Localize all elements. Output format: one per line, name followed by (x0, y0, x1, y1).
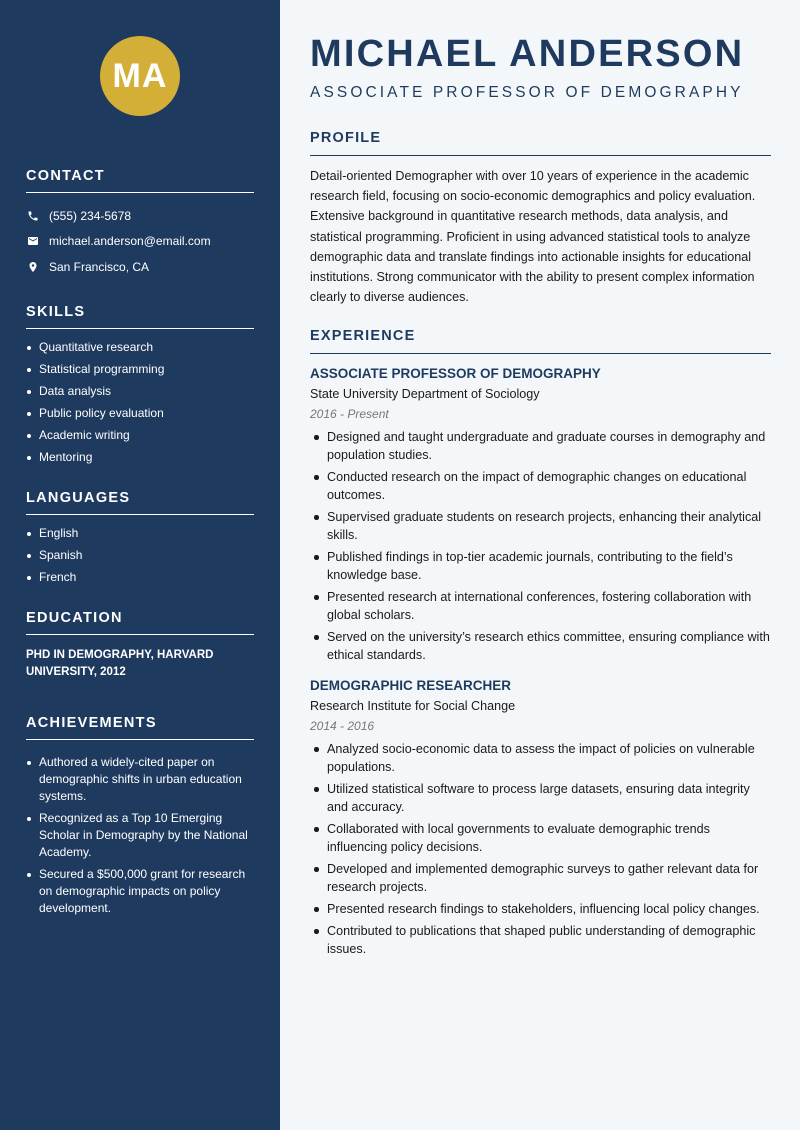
skills-list (26, 339, 254, 466)
profile-heading: PROFILE (310, 130, 771, 156)
phone-icon (26, 209, 40, 223)
experience-heading: EXPERIENCE (310, 328, 771, 354)
experience-section (310, 328, 771, 958)
contact-email (26, 229, 254, 255)
list-item: Presented research findings to stakeholders, influencing local policy changes. (310, 900, 771, 918)
list-item: Designed and taught undergraduate and graduate courses in demography and population studies. (310, 428, 771, 464)
list-item: Presented research at international conferences, fostering collaboration with global scholars. (310, 588, 771, 624)
list-item: Public policy evaluation (26, 405, 254, 422)
list-item: Supervised graduate students on research projects, enhancing their analytical skills. (310, 508, 771, 544)
list-item: Data analysis (26, 383, 254, 400)
skills-section (26, 304, 254, 466)
achievements-list (26, 754, 254, 917)
main-content (310, 0, 771, 962)
list-item: Recognized as a Top 10 Emerging Scholar in Demography by the National Academy. (26, 810, 254, 861)
languages-list (26, 525, 254, 586)
job-title: ASSOCIATE PROFESSOR OF DEMOGRAPHY (310, 366, 601, 382)
location-text: San Francisco, CA (49, 259, 150, 274)
email-text[interactable]: michael.anderson@email.com (49, 234, 211, 249)
phone-text[interactable]: (555) 234-5678 (49, 208, 132, 223)
list-item: Collaborated with local governments to evaluate demographic trends influencing policy decisions. (310, 820, 771, 856)
achievements-section (26, 715, 254, 917)
list-item: Served on the university’s research ethics committee, ensuring compliance with ethical standards. (310, 628, 771, 664)
list-item: Mentoring (26, 449, 254, 466)
list-item: Developed and implemented demographic surveys to gather relevant data for research projects. (310, 860, 771, 896)
list-item: Conducted research on the impact of demographic changes on educational outcomes. (310, 468, 771, 504)
achievements-heading: ACHIEVEMENTS (26, 715, 254, 740)
email-icon (26, 234, 40, 248)
contact-phone (26, 203, 254, 229)
person-name: MICHAEL ANDERSON (310, 33, 745, 75)
job-bullets (310, 740, 771, 958)
list-item: Utilized statistical software to process large datasets, ensuring data integrity and accuracy. (310, 780, 771, 816)
contact-location (26, 254, 254, 280)
list-item: Published findings in top-tier academic journals, contributing to the field’s knowledge base. (310, 548, 771, 584)
job-dates: 2016 - Present (310, 407, 389, 422)
list-item: Analyzed socio-economic data to assess the impact of policies on vulnerable populations. (310, 740, 771, 776)
list-item: Secured a $500,000 grant for research on demographic impacts on policy development. (26, 866, 254, 917)
avatar (100, 36, 180, 116)
profile-text: Detail-oriented Demographer with over 10 years of experience in the academic research field, focusing on socio-economic demographics and policy evaluation. Extensive background in quantitative research methods, data analysis, and statistical programming. Proficient in using advanced statistical tools to analyze demographic data and translate findings into actionable insights for educational institutions. Strong communicator with the ability to present complex information clearly to diverse audiences. (310, 169, 756, 305)
job-organization: Research Institute for Social Change (310, 699, 516, 714)
languages-section (26, 490, 254, 586)
contact-section (26, 168, 254, 280)
job-bullets (310, 428, 771, 664)
list-item: Quantitative research (26, 339, 254, 356)
list-item: Academic writing (26, 427, 254, 444)
profile-section (310, 130, 771, 307)
job-headline: ASSOCIATE PROFESSOR OF DEMOGRAPHY (310, 84, 744, 101)
list-item: French (26, 569, 254, 586)
education-section (26, 610, 254, 681)
avatar-initials: MA (112, 56, 168, 95)
list-item: Authored a widely-cited paper on demographic shifts in urban education systems. (26, 754, 254, 805)
job-title: DEMOGRAPHIC RESEARCHER (310, 678, 512, 694)
list-item: English (26, 525, 254, 542)
education-degree: PHD IN DEMOGRAPHY, HARVARD UNIVERSITY, 2012 (26, 648, 214, 678)
list-item: Statistical programming (26, 361, 254, 378)
job-organization: State University Department of Sociology (310, 387, 540, 402)
location-pin-icon (26, 260, 40, 274)
list-item: Spanish (26, 547, 254, 564)
job-entry (310, 678, 771, 958)
list-item: Contributed to publications that shaped public understanding of demographic issues. (310, 922, 771, 958)
job-dates: 2014 - 2016 (310, 719, 375, 734)
skills-heading: SKILLS (26, 304, 254, 329)
education-heading: EDUCATION (26, 610, 254, 635)
languages-heading: LANGUAGES (26, 490, 254, 515)
sidebar (0, 0, 280, 1130)
job-entry (310, 366, 771, 664)
contact-heading: CONTACT (26, 168, 254, 193)
